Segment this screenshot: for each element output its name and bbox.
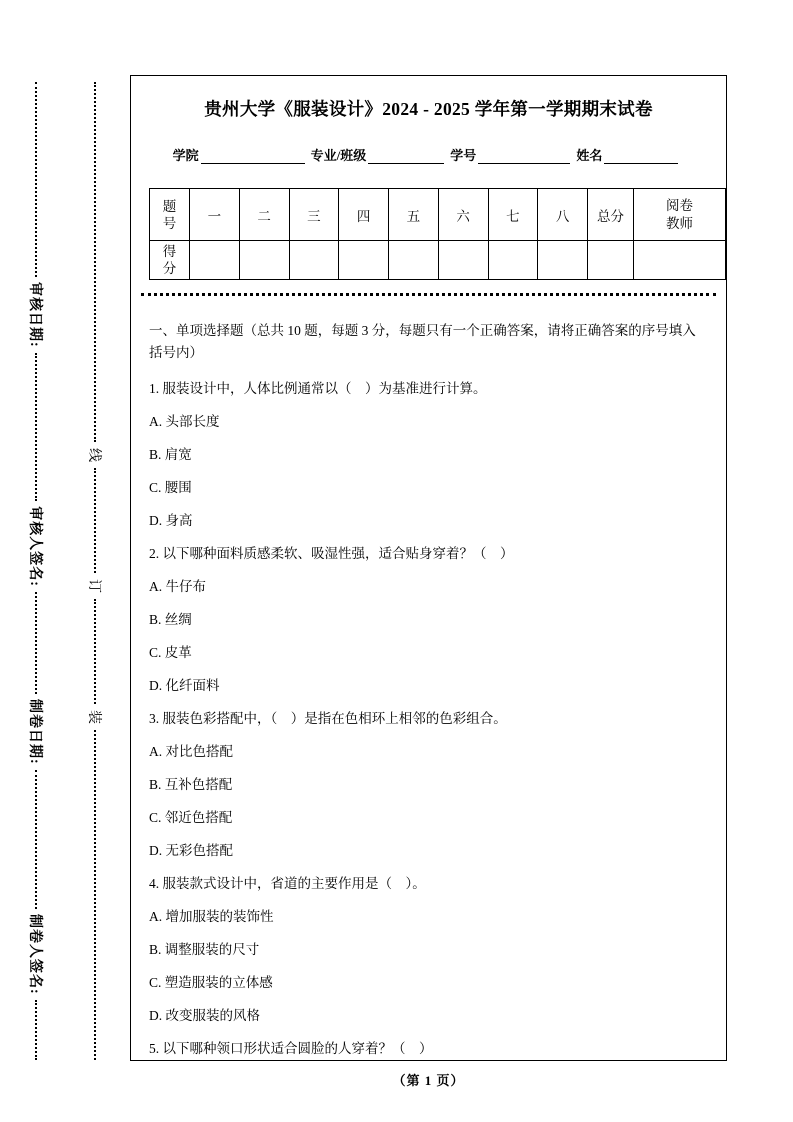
- dotted-line: [94, 599, 96, 704]
- score-cell: [488, 241, 538, 280]
- section-title: 一、单项选择题（总共 10 题，每题 3 分，每题只有一个正确答案，请将正确答案的序号填入括号内）: [149, 323, 696, 360]
- binding-char: 线: [86, 448, 101, 462]
- field-label-college: 学院: [172, 148, 199, 163]
- score-col-header-grader: 阅卷教师: [634, 189, 726, 241]
- dotted-line: [35, 82, 37, 277]
- page-number: （第 1 页）: [392, 1073, 465, 1088]
- option-text: C. 邻近色搭配: [149, 810, 233, 825]
- option-text: A. 牛仔布: [149, 579, 206, 594]
- student-id-blank: [478, 149, 570, 164]
- option-text: B. 肩宽: [149, 447, 192, 462]
- score-cell: [239, 241, 289, 280]
- score-cell: [289, 241, 339, 280]
- option-text: C. 皮革: [149, 645, 192, 660]
- dotted-separator: [141, 293, 716, 296]
- score-col-header: 五: [389, 189, 439, 241]
- binding-line: [82, 82, 108, 1060]
- dotted-line: [35, 1000, 37, 1060]
- question-text: 3. 服装色彩搭配中，（ ）是指在色相环上相邻的色彩组合。: [149, 711, 507, 726]
- option-text: D. 改变服装的风格: [149, 1008, 260, 1023]
- score-col-header: 三: [289, 189, 339, 241]
- option-text: A. 头部长度: [149, 414, 220, 429]
- question-text: 4. 服装款式设计中，省道的主要作用是（ ）。: [149, 876, 426, 891]
- question-text: 2. 以下哪种面料质感柔软、吸湿性强，适合贴身穿着？（ ）: [149, 546, 514, 561]
- dotted-line: [94, 82, 96, 442]
- option-text: A. 对比色搭配: [149, 744, 233, 759]
- field-label-name: 姓名: [576, 148, 603, 163]
- field-label-major-class: 专业/班级: [310, 148, 367, 163]
- exam-paper: [130, 75, 727, 1061]
- paper-title: 贵州大学《服装设计》2024 - 2025 学年第一学期期末试卷: [204, 99, 653, 119]
- dotted-line: [35, 592, 37, 694]
- score-cell: [438, 241, 488, 280]
- score-table: [149, 188, 726, 280]
- option-text: C. 腰围: [149, 480, 192, 495]
- question-text: 5. 以下哪种领口形状适合圆脸的人穿着？（ ）: [149, 1041, 433, 1056]
- option-text: B. 互补色搭配: [149, 777, 233, 792]
- side-label-column: [23, 82, 49, 1060]
- score-cell: [190, 241, 240, 280]
- option-text: D. 化纤面料: [149, 678, 220, 693]
- side-label-papermaking-date: 制卷日期:: [27, 699, 42, 765]
- dotted-line: [35, 353, 37, 502]
- option-text: D. 身高: [149, 513, 193, 528]
- score-col-header: 八: [538, 189, 588, 241]
- score-cell: [339, 241, 389, 280]
- question-text: 1. 服装设计中，人体比例通常以（ ）为基准进行计算。: [149, 381, 487, 396]
- major-class-blank: [368, 149, 444, 164]
- option-text: B. 调整服装的尺寸: [149, 942, 260, 957]
- score-table-corner: 题号: [150, 189, 190, 241]
- binding-char: 装: [86, 710, 101, 724]
- score-cell: [538, 241, 588, 280]
- option-text: A. 增加服装的装饰性: [149, 909, 274, 924]
- score-col-header: 二: [239, 189, 289, 241]
- score-col-header-total: 总分: [588, 189, 634, 241]
- name-blank: [604, 149, 678, 164]
- dotted-line: [94, 730, 96, 1060]
- dotted-line: [35, 770, 37, 909]
- student-info-row: [149, 145, 708, 164]
- field-label-student-id: 学号: [450, 148, 477, 163]
- side-label-review-date: 审核日期:: [27, 281, 42, 348]
- score-cell: [634, 241, 726, 280]
- binding-char: 订: [86, 579, 101, 593]
- score-row-label: 得分: [150, 241, 190, 280]
- option-text: B. 丝绸: [149, 612, 192, 627]
- score-col-header: 四: [339, 189, 389, 241]
- score-col-header: 六: [438, 189, 488, 241]
- option-text: D. 无彩色搭配: [149, 843, 233, 858]
- score-col-header: 七: [488, 189, 538, 241]
- score-cell: [389, 241, 439, 280]
- side-label-papermaker-signature: 制卷人签名:: [27, 913, 42, 995]
- dotted-line: [94, 468, 96, 573]
- option-text: C. 塑造服装的立体感: [149, 975, 273, 990]
- score-col-header: 一: [190, 189, 240, 241]
- questions: [149, 320, 708, 1057]
- side-label-reviewer-signature: 审核人签名:: [27, 506, 42, 587]
- score-cell: [588, 241, 634, 280]
- college-blank: [201, 149, 305, 164]
